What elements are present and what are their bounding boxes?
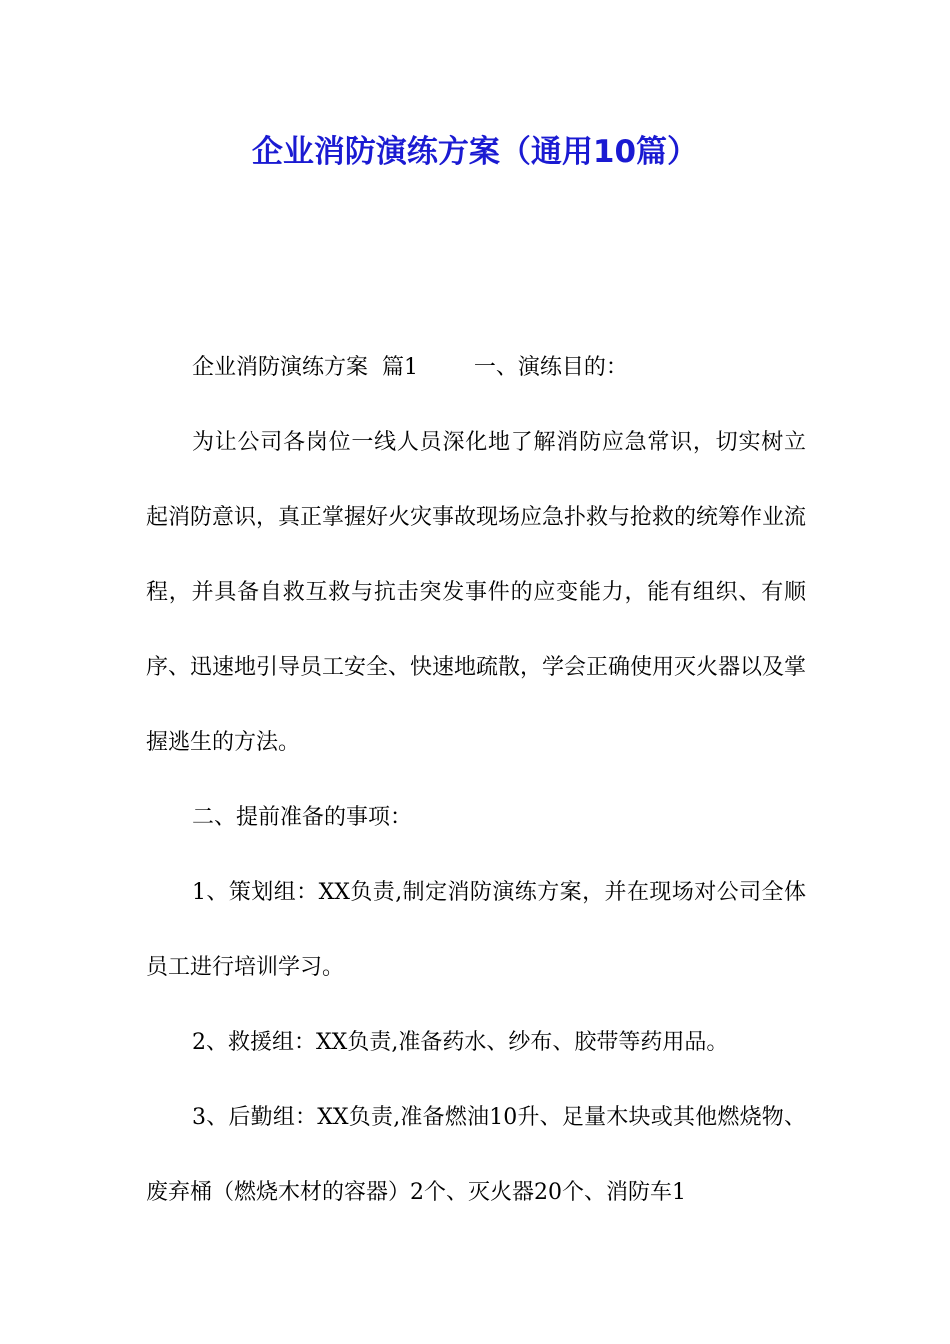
paragraph-rescue-group: 2、救援组：XX负责,准备药水、纱布、胶带等药用品。 <box>192 1030 729 1055</box>
paragraph-logistics-group: 3、后勤组：XX负责,准备燃油10升、足量木块或其他燃烧物、废弃桶（燃烧木材的容器）2个、灭火器20个、消防车1 <box>146 1105 806 1205</box>
paragraph-planning-group: 1、策划组：XX负责,制定消防演练方案，并在现场对公司全体员工进行培训学习。 <box>146 880 806 980</box>
document-title: 企业消防演练方案（通用10篇） <box>251 134 699 170</box>
paragraph-preparation-heading: 二、提前准备的事项： <box>192 805 413 830</box>
document-body <box>146 330 806 1230</box>
paragraph-section-heading: 企业消防演练方案 篇1 一、演练目的： <box>192 355 628 380</box>
paragraph-purpose: 为让公司各岗位一线人员深化地了解消防应急常识，切实树立起消防意识，真正掌握好火灾事故现场应急扑救与抢救的统筹作业流程，并具备自救互救与抗击突发事件的应变能力，能有组织、有顺序、迅速地引导员工安全、快速地疏散，学会正确使用灭火器以及掌握逃生的方法。 <box>146 430 807 755</box>
